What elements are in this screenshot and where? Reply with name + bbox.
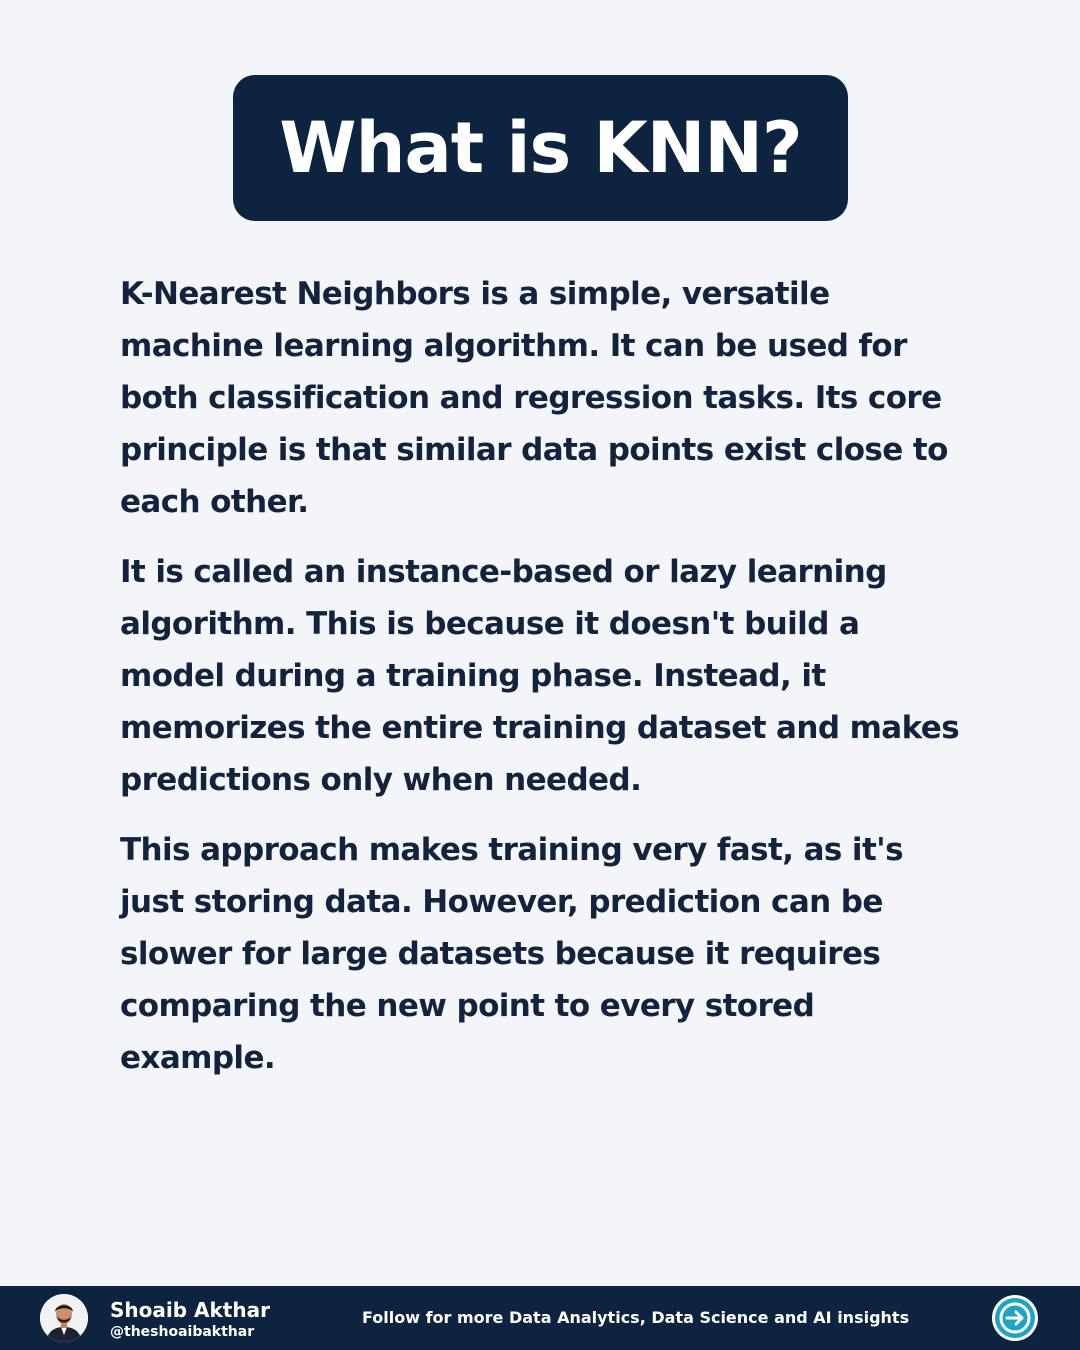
paragraph-tradeoff: This approach makes training very fast, as it's just storing data. However, prediction can be slower for large datasets because it requires comparing the new point to every stored example. [120,832,903,1076]
content-body [120,268,970,1102]
author-name: Shoaib Akthar [110,1298,270,1322]
paragraph-lazy-learning: It is called an instance-based or lazy learning algorithm. This is because it doesn't build a model during a training phase. Instead, it memorizes the entire training dataset and makes predictions only when needed. [120,554,960,798]
footer-bar [0,1286,1080,1350]
avatar-portrait-icon [40,1294,88,1342]
follow-cta-text: Follow for more Data Analytics, Data Science and AI insights [362,1308,910,1327]
paragraph-definition: K-Nearest Neighbors is a simple, versatile machine learning algorithm. It can be used for both classification and regression tasks. Its core principle is that similar data points exist close to each other. [120,276,948,520]
next-slide-button[interactable] [992,1295,1038,1341]
page-title: What is KNN? [279,107,802,189]
avatar [40,1294,88,1342]
arrow-right-circle-icon [995,1298,1035,1338]
title-banner [233,75,848,221]
author-handle: @theshoaibakthar [110,1324,255,1340]
